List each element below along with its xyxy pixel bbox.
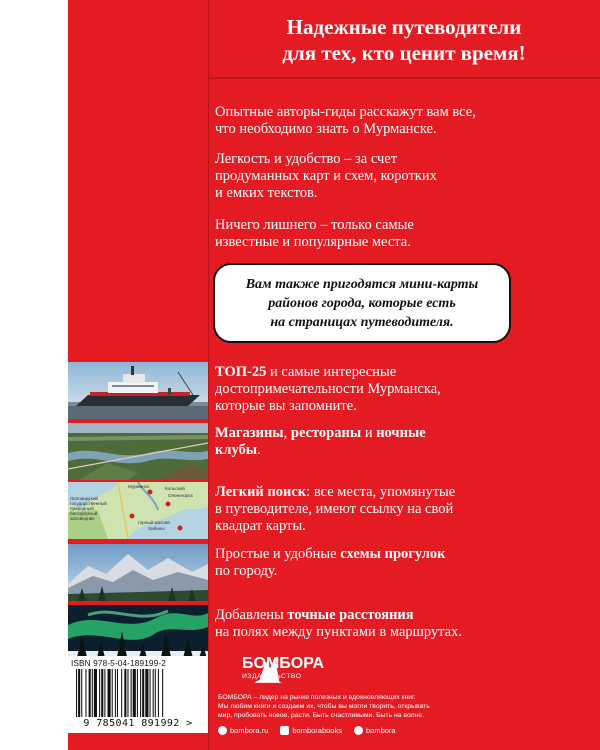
barcode-bar <box>85 669 86 717</box>
bold-term: схемы прогулок <box>340 546 446 562</box>
barcode-bar <box>142 669 144 717</box>
barcode-bar <box>127 669 128 717</box>
callout-line: районов города, которые есть <box>268 295 456 311</box>
text-part: квадрат карты. <box>215 518 306 534</box>
map-label: Мурманск <box>128 484 150 489</box>
barcode-bar <box>145 669 148 717</box>
icebreaker-photo <box>68 362 208 419</box>
map-label: природный <box>70 506 94 511</box>
bold-term: Легкий поиск <box>215 484 307 500</box>
slogan-line: БОМБОРА – лидер на рынке полезных и вдохновляющих книг. <box>218 694 416 701</box>
text-part: и <box>361 425 377 441</box>
text-line: известные и популярные места. <box>215 234 411 250</box>
text-part: на полях между пунктами в маршрутах. <box>215 624 462 640</box>
text-line: Опытные авторы-гиды расскажут вам все, <box>215 104 476 120</box>
mini-maps-callout <box>213 263 511 343</box>
mountains-photo <box>68 544 208 601</box>
aurora-photo <box>68 605 208 662</box>
barcode-bar <box>94 669 97 717</box>
isbn-barcode <box>68 656 208 733</box>
barcode-digits: 9 785041 891992 > <box>83 718 193 729</box>
barcode-bar <box>76 669 77 717</box>
callout-line: Вам также пригодятся мини-карты <box>245 276 479 292</box>
text-line: продуманных карт и схем, коротких <box>215 168 437 184</box>
text-part: и самые интересные <box>266 364 397 380</box>
map-label: заповедник <box>70 516 95 521</box>
text-line: и емких текстов. <box>215 185 318 201</box>
social-label: bomborabooks <box>292 726 342 735</box>
feature-top25 <box>68 362 600 419</box>
text-line: Ничего лишнего – только самые <box>215 217 414 233</box>
back-cover <box>68 0 600 750</box>
intro-paragraph-essentials <box>215 217 414 251</box>
headline-line-2: для тех, кто ценит время! <box>282 41 526 65</box>
slogan-line: мир, пробовать новое, расти. Быть счастливыми. Быть на волне. <box>218 712 424 719</box>
vk-icon <box>280 726 289 735</box>
feature-top25-text <box>215 364 595 415</box>
map-label: государственный <box>70 501 107 506</box>
feature-shops-text <box>215 425 595 459</box>
map-label: Кольский <box>165 486 185 491</box>
text-part: достопримечательности Мурманска, <box>215 381 441 397</box>
text-part: в путеводителе, имеют ссылку на свой <box>215 501 454 517</box>
barcode-bar <box>131 669 132 717</box>
barcode-bar <box>101 669 103 717</box>
social-label: bombora <box>365 726 396 735</box>
barcode-bar <box>115 669 116 717</box>
text-part: которые вы запомните. <box>215 398 357 414</box>
publisher-slogan <box>218 693 593 720</box>
barcode-bar <box>92 669 93 717</box>
text-part: . <box>257 442 261 458</box>
map-label: Хибины <box>148 526 165 531</box>
publisher-subtitle: ИЗДАТЕЛЬСТВО <box>242 673 302 680</box>
feature-distances <box>68 605 600 662</box>
map-label: Оленегорск <box>168 493 193 498</box>
social-label: bombora.ru <box>230 726 269 735</box>
callout-line: на страницах путеводителя. <box>270 314 454 330</box>
bold-term: ТОП-25 <box>215 364 267 380</box>
bold-term: рестораны <box>290 425 362 441</box>
barcode-bar <box>153 669 154 717</box>
feature-easy-search <box>68 482 600 539</box>
barcode-bar <box>104 669 105 717</box>
social-telegram[interactable] <box>354 726 396 735</box>
headline <box>208 14 600 66</box>
mini-map-image <box>68 482 208 539</box>
barcode-bar <box>121 669 122 717</box>
barcode-bar <box>162 669 163 717</box>
text-part: : все места, упомянутые <box>306 484 456 500</box>
bold-term: клубы <box>215 442 258 458</box>
barcode-bar <box>78 669 80 717</box>
text-line: что необходимо знать о Мурманске. <box>215 121 437 137</box>
telegram-icon <box>354 726 363 735</box>
headline-rule <box>208 77 600 79</box>
text-part: , <box>283 425 291 441</box>
feature-shops <box>68 423 600 480</box>
intro-paragraph-ease <box>215 151 437 202</box>
barcode-bar <box>81 669 82 717</box>
social-links <box>218 726 598 735</box>
barcode-bar <box>158 669 159 717</box>
map-label: биосферный <box>70 511 98 516</box>
bold-term: Магазины <box>215 425 284 441</box>
barcode-bar <box>150 669 151 717</box>
headline-line-1: Надежные путеводители <box>286 15 522 39</box>
barcode-bar <box>155 669 156 717</box>
landscape-aerial-photo <box>68 423 208 480</box>
barcode-bar <box>112 669 113 717</box>
feature-easy-search-text <box>215 484 595 535</box>
barcode-bar <box>117 669 118 717</box>
map-label: Лапландский <box>70 496 98 501</box>
barcode-bar <box>140 669 141 717</box>
barcode-bars <box>74 669 202 717</box>
feature-distances-text <box>215 607 595 641</box>
barcode-bar <box>108 669 111 717</box>
barcode-bar <box>133 669 136 717</box>
globe-icon <box>218 726 227 735</box>
text-part: Добавлены <box>215 607 288 623</box>
bold-term: точные расстояния <box>287 607 414 623</box>
feature-walk-schemes <box>68 544 600 601</box>
bold-term: ночные <box>376 425 426 441</box>
text-line: Легкость и удобство – за счет <box>215 151 398 167</box>
social-website[interactable] <box>218 726 268 735</box>
social-vk[interactable] <box>280 726 342 735</box>
slogan-line: Мы любим книги и создаем их, чтобы вы могли творить, открывать <box>218 703 430 710</box>
text-part: Простые и удобные <box>215 546 341 562</box>
intro-paragraph-authors <box>215 104 476 138</box>
feature-walk-schemes-text <box>215 546 595 580</box>
text-part: по городу. <box>215 563 278 579</box>
map-label: горный массив <box>138 520 170 525</box>
isbn-number: ISBN 978-5-04-189199-2 <box>71 658 166 668</box>
publisher-name: БОМБОРА <box>242 655 325 672</box>
barcode-bar <box>124 669 126 717</box>
barcode-bar <box>137 669 138 717</box>
barcode-bar <box>99 669 100 717</box>
barcode-bar <box>89 669 91 717</box>
